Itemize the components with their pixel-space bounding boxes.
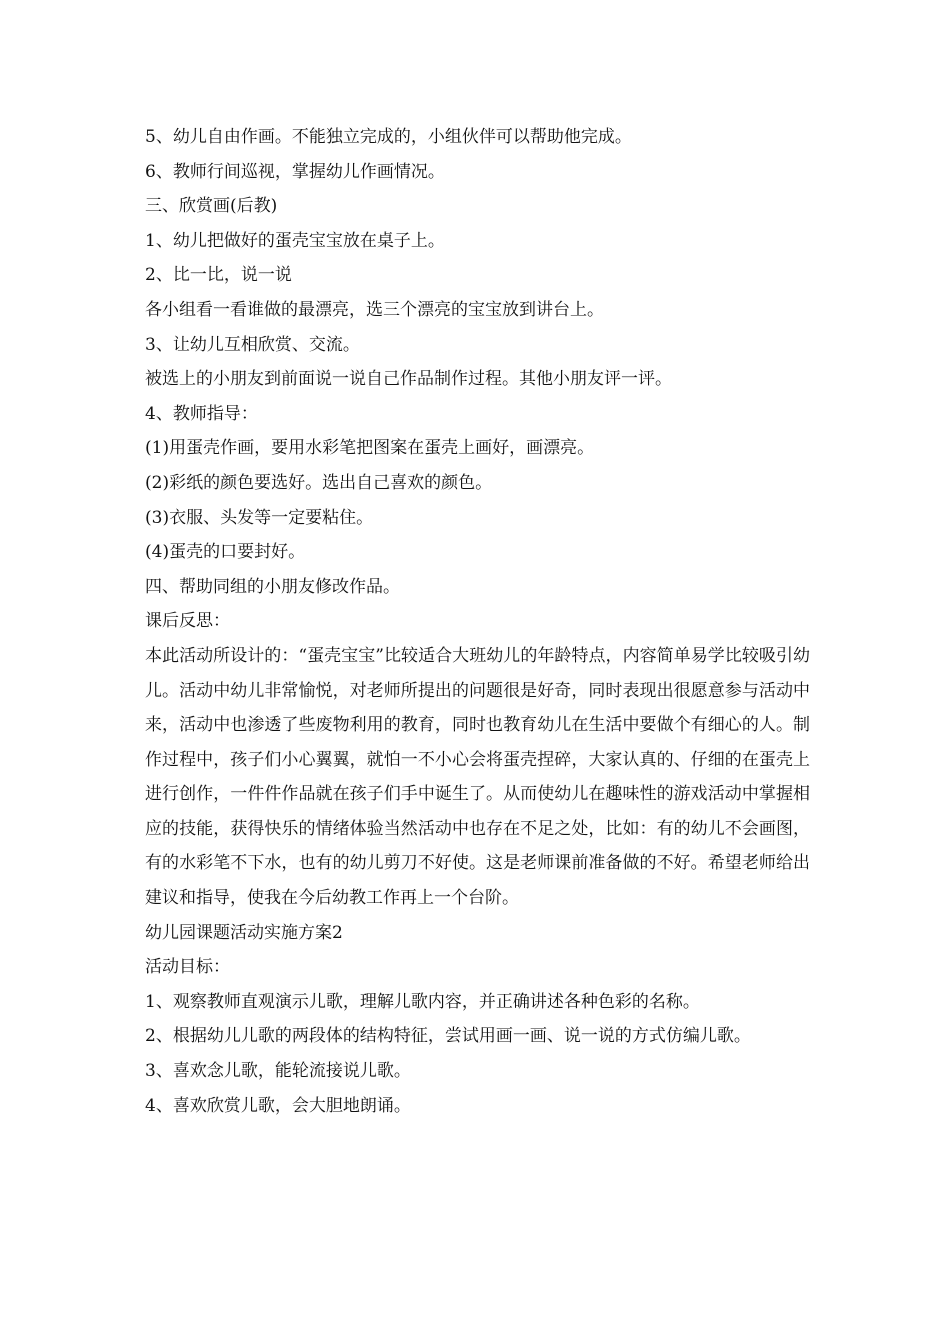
text-line: 4、教师指导： <box>145 403 258 424</box>
text-line: 6、教师行间巡视，掌握幼儿作画情况。 <box>145 161 445 182</box>
section-heading: 课后反思： <box>145 611 230 632</box>
text-line: 1、幼儿把做好的蛋壳宝宝放在桌子上。 <box>145 230 445 251</box>
document-title: 幼儿园课题活动实施方案2 <box>145 922 343 943</box>
document-body <box>145 120 810 1123</box>
text-line: 2、根据幼儿儿歌的两段体的结构特征，尝试用画一画、说一说的方式仿编儿歌。 <box>145 1026 751 1047</box>
text-line: (2)彩纸的颜色要选好。选出自己喜欢的颜色。 <box>145 472 493 493</box>
text-line: 1、观察教师直观演示儿歌，理解儿歌内容，并正确讲述各种色彩的名称。 <box>145 991 700 1012</box>
section-heading: 四、帮助同组的小朋友修改作品。 <box>145 576 400 597</box>
text-line: (4)蛋壳的口要封好。 <box>145 542 306 563</box>
text-line: 3、让幼儿互相欣赏、交流。 <box>145 334 360 355</box>
text-line: 4、喜欢欣赏儿歌，会大胆地朗诵。 <box>145 1095 411 1116</box>
text-line: (3)衣服、头发等一定要粘住。 <box>145 507 374 528</box>
text-line: 2、比一比，说一说 <box>145 265 292 286</box>
text-line: (1)用蛋壳作画，要用水彩笔把图案在蛋壳上画好，画漂亮。 <box>145 438 595 459</box>
text-line: 被选上的小朋友到前面说一说自己作品制作过程。其他小朋友评一评。 <box>145 369 672 390</box>
text-line: 5、幼儿自由作画。不能独立完成的，小组伙伴可以帮助他完成。 <box>145 127 632 147</box>
reflection-paragraph: 本此活动所设计的：“蛋壳宝宝”比较适合大班幼儿的年龄特点，内容简单易学比较吸引幼儿。活动中幼儿非常愉悦，对老师所提出的问题很是好奇，同时表现出很愿意参与活动中来，活动中也渗透了些废物利用的教育，同时也教育幼儿在生活中要做个有细心的人。制作过程中，孩子们小心翼翼，就怕一不小心会将蛋壳捏碎，大家认真的、仔细的在蛋壳上进行创作，一件件作品就在孩子们手中诞生了。从而使幼儿在趣味性的游戏活动中掌握相应的技能，获得快乐的情绪体验当然活动中也存在不足之处，比如：有的幼儿不会画图，有的水彩笔不下水，也有的幼儿剪刀不好使。这是老师课前准备做的不好。希望老师给出建议和指导，使我在今后幼教工作再上一个台阶。 <box>145 645 810 909</box>
section-heading: 活动目标： <box>145 957 230 978</box>
section-heading: 三、欣赏画(后教) <box>145 196 278 217</box>
text-line: 各小组看一看谁做的最漂亮，选三个漂亮的宝宝放到讲台上。 <box>145 299 604 320</box>
text-line: 3、喜欢念儿歌，能轮流接说儿歌。 <box>145 1061 411 1082</box>
